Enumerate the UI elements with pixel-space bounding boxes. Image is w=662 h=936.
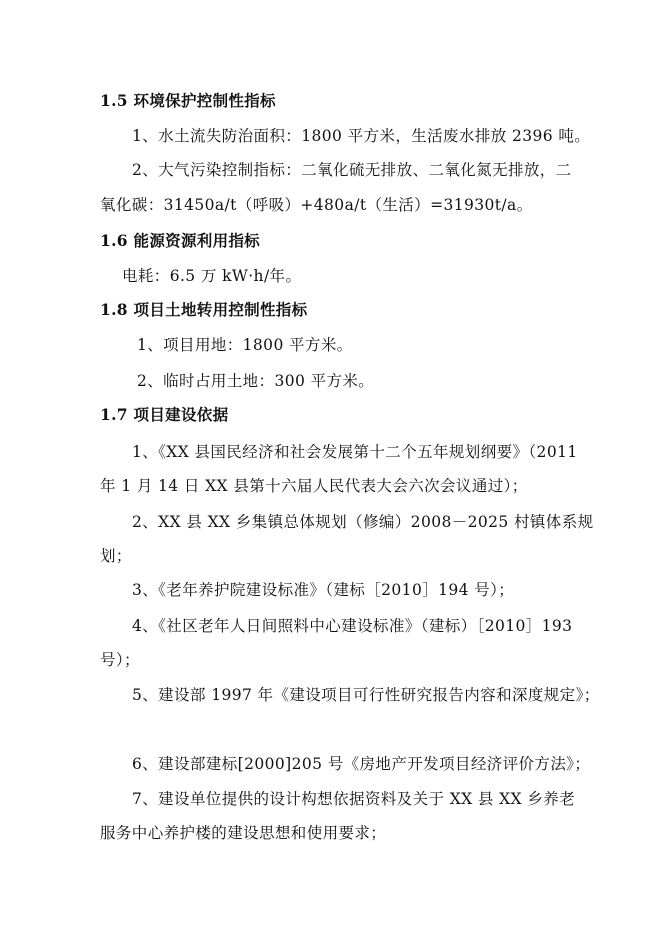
paragraph-line: 电耗：6.5 万 kW·h/年。 [122, 267, 302, 285]
paragraph-line: 服务中心养护楼的建设思想和使用要求； [100, 824, 387, 842]
paragraph-line: 1、项目用地：1800 平方米。 [137, 336, 353, 354]
paragraph-line: 年 1 月 14 日 XX 县第十六届人民代表大会六次会议通过）； [100, 477, 528, 495]
section-heading-1-7: 1.7 项目建设依据 [100, 405, 229, 424]
paragraph-line: 7、建设单位提供的设计构想依据资料及关于 XX 县 XX 乡养老 [132, 790, 576, 808]
paragraph-line: 号）； [100, 651, 140, 669]
paragraph-line: 6、建设部建标[2000]205 号《房地产开发项目经济评价方法》； [132, 755, 591, 773]
paragraph-line: 1、水土流失防治面积：1800 平方米，生活废水排放 2396 吨。 [132, 127, 591, 145]
section-heading-1-8: 1.8 项目土地转用控制性指标 [100, 300, 308, 319]
paragraph-line: 划； [100, 547, 132, 565]
paragraph-line: 氧化碳：31450a/t（呼吸）+480a/t（生活）=31930t/a。 [100, 196, 533, 214]
paragraph-line: 3、《老年养护院建设标准》（建标［2010］194 号）； [132, 581, 515, 599]
section-heading-1-6: 1.6 能源资源利用指标 [100, 231, 260, 250]
paragraph-line: 5、建设部 1997 年《建设项目可行性研究报告内容和深度规定》； [132, 686, 600, 704]
paragraph-line: 2、大气污染控制指标：二氧化硫无排放、二氧化氮无排放，二 [132, 161, 572, 179]
paragraph-line: 2、临时占用土地：300 平方米。 [137, 372, 375, 390]
section-heading-1-5: 1.5 环境保护控制性指标 [100, 91, 276, 110]
paragraph-line: 2、XX 县 XX 乡集镇总体规划（修编）2008－2025 村镇体系规 [132, 513, 594, 531]
paragraph-line: 4、《社区老年人日间照料中心建设标准》（建标）［2010］193 [132, 617, 573, 635]
paragraph-line: 1、《XX 县国民经济和社会发展第十二个五年规划纲要》（2011 [132, 443, 578, 461]
